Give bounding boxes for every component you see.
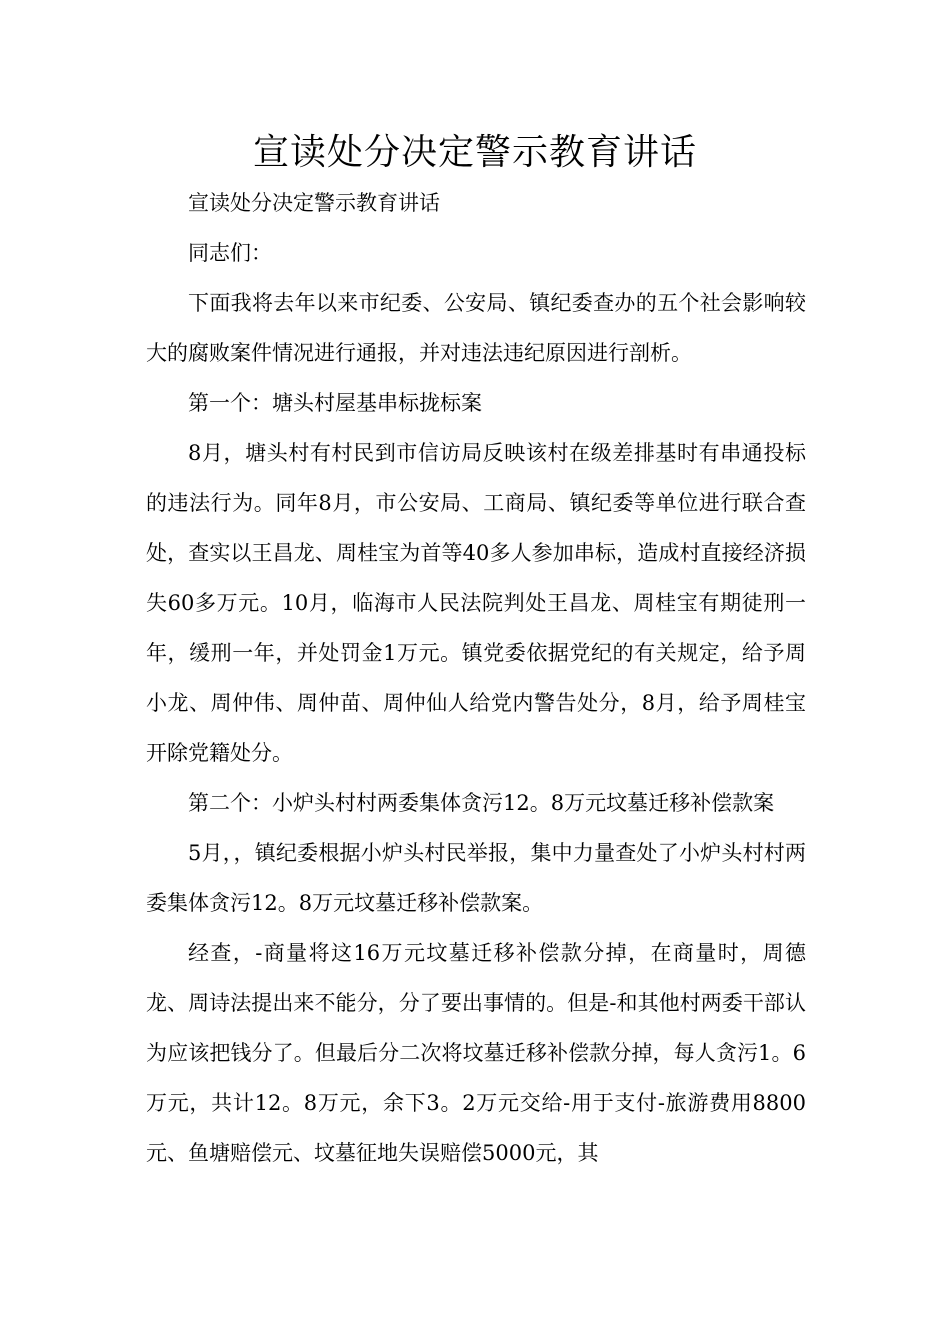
paragraph-case-2-heading: 第二个：小炉头村村两委集体贪污12。8万元坟墓迁移补偿款案 bbox=[188, 791, 775, 815]
paragraph-case-1-body: 8月，塘头村有村民到市信访局反映该村在级差排基时有串通投标的违法行为。同年8月，市公安局、工商局、镇纪委等单位进行联合查处，查实以王昌龙、周桂宝为首等40多人参加串标，造成村直接经济损失60多万元。10月，临海市人民法院判处王昌龙、周桂宝有期徒刑一年，缓刑一年，并处罚金1万元。镇党委依据党纪的有关规定，给予周小龙、周仲伟、周仲苗、周仲仙人给党内警告处分，8月，给予周桂宝开除党籍处分。 bbox=[146, 441, 806, 765]
paragraph-intro: 下面我将去年以来市纪委、公安局、镇纪委查办的五个社会影响较大的腐败案件情况进行通报，并对违法违纪原因进行剖析。 bbox=[146, 291, 806, 365]
paragraph-case-2-findings: 经查，-商量将这16万元坟墓迁移补偿款分掉，在商量时，周德龙、周诗法提出来不能分，分了要出事情的。但是-和其他村两委干部认为应该把钱分了。但最后分二次将坟墓迁移补偿款分掉，每人贪污1。6万元，共计12。8万元，余下3。2万元交给-用于支付-旅游费用8800元、鱼塘赔偿元、坟墓征地失误赔偿5000元，其 bbox=[146, 941, 806, 1165]
paragraph-subtitle: 宣读处分决定警示教育讲话 bbox=[188, 191, 440, 215]
paragraph-case-1-heading: 第一个：塘头村屋基串标拢标案 bbox=[188, 391, 482, 415]
document-body bbox=[146, 178, 806, 1178]
paragraph-salutation: 同志们： bbox=[188, 241, 272, 265]
paragraph-case-2-report: 5月，，镇纪委根据小炉头村民举报，集中力量查处了小炉头村村两委集体贪污12。8万元坟墓迁移补偿款案。 bbox=[146, 841, 806, 915]
document-title: 宣读处分决定警示教育讲话 bbox=[252, 132, 697, 173]
